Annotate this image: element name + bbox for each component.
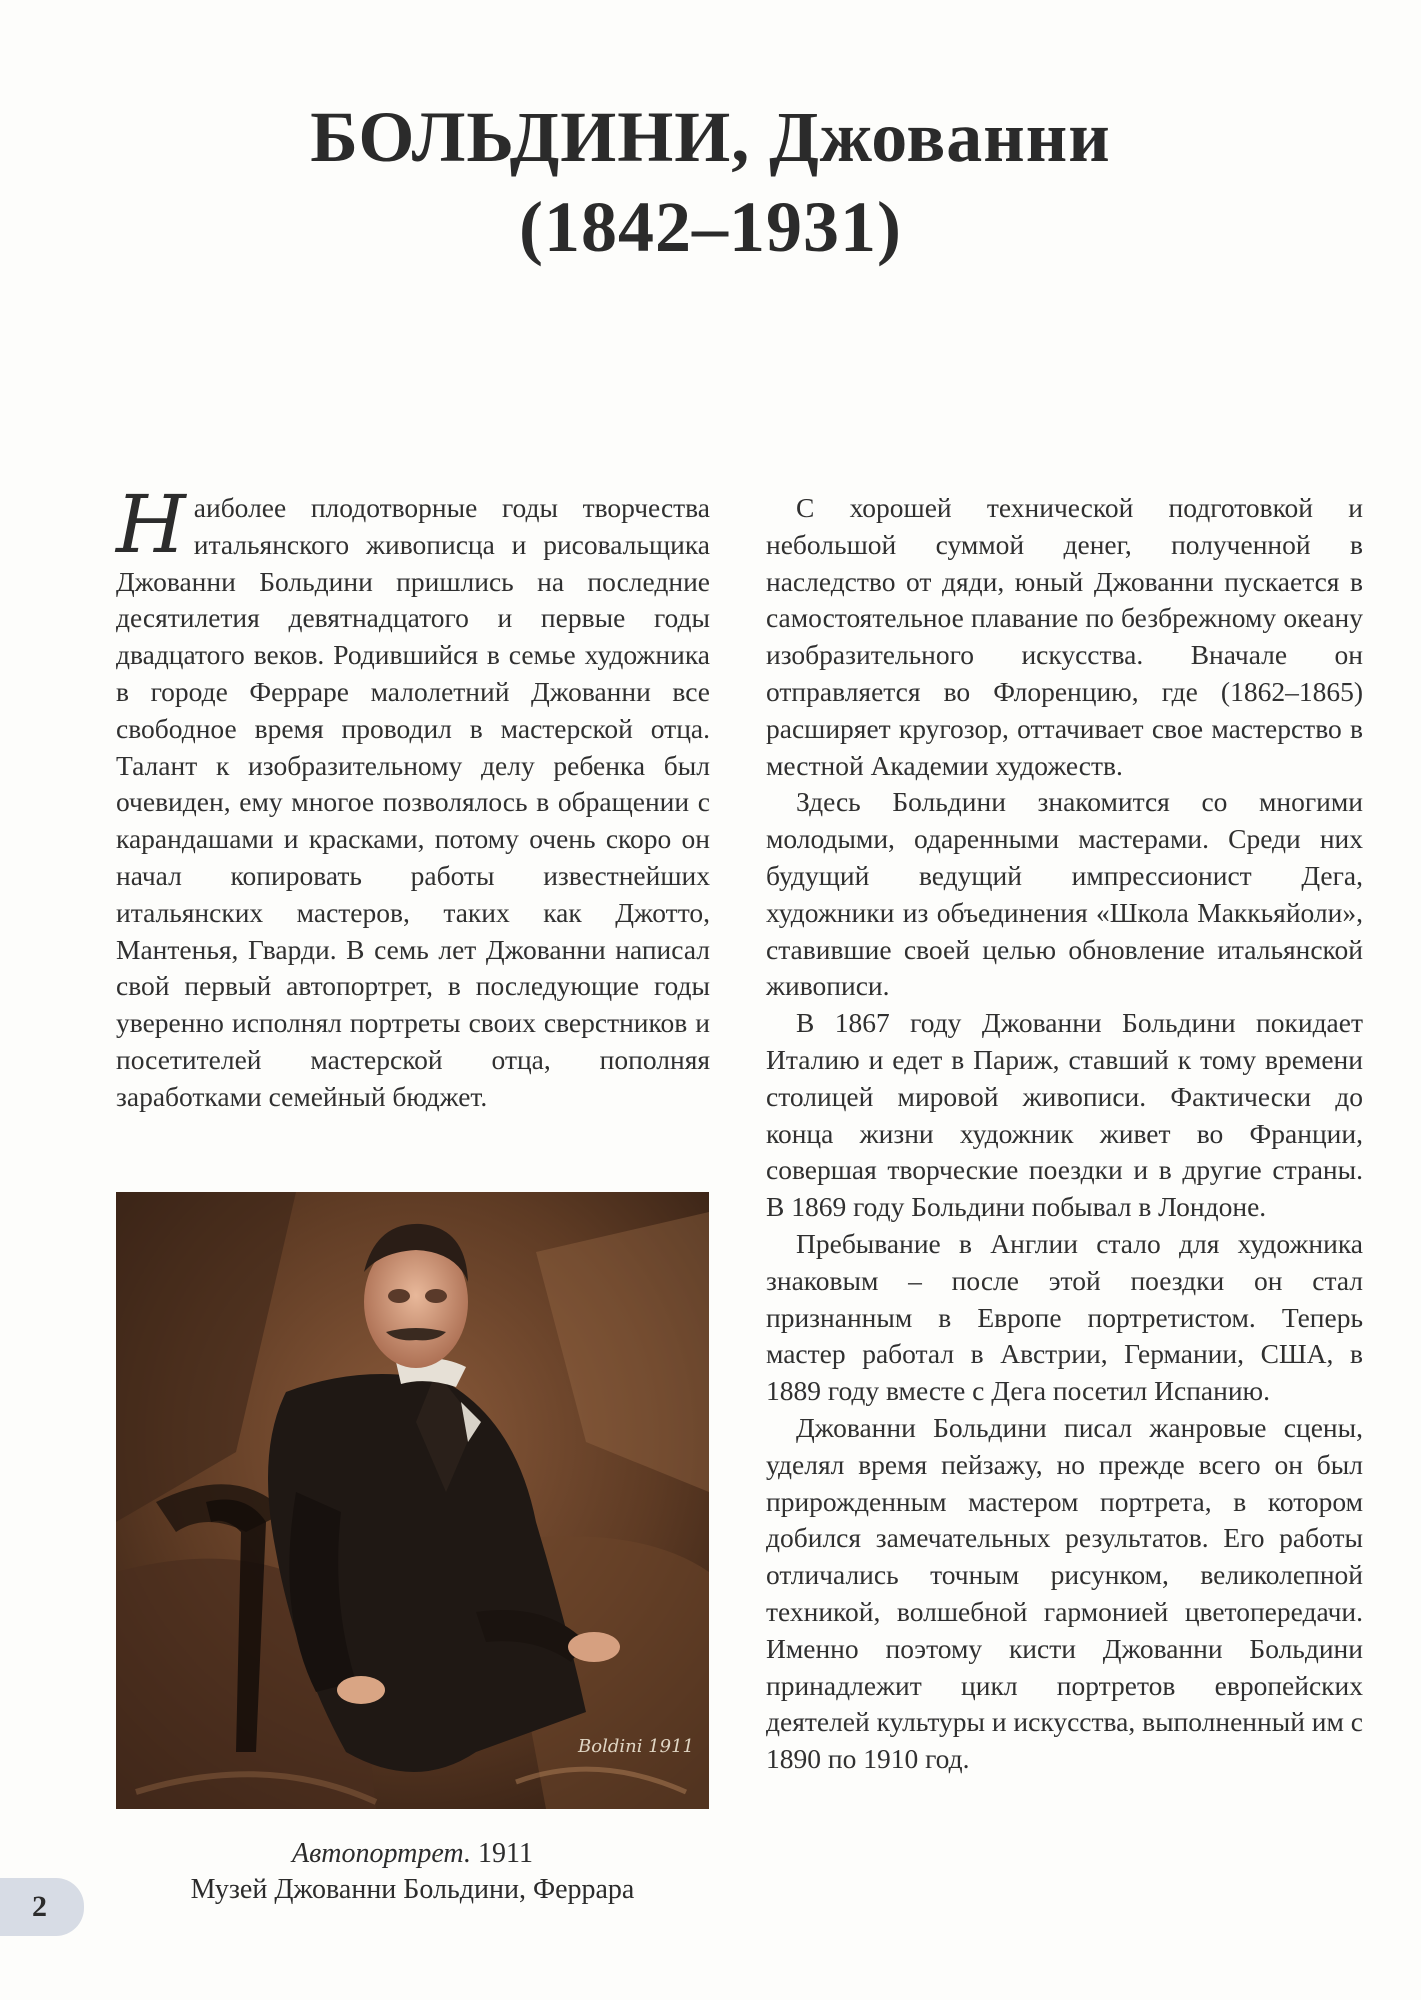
- artist-years: (1842–1931): [519, 187, 902, 267]
- painting-signature: Boldini 1911: [578, 1736, 694, 1757]
- intro-paragraph: [116, 478, 710, 1116]
- painting-caption: [116, 1836, 709, 1908]
- artist-name: БОЛЬДИНИ, Джованни: [310, 97, 1111, 177]
- drop-cap: Н: [116, 478, 186, 571]
- body-paragraph: Джованни Больдини писал жанровые сцены, уделял время пейзажу, но прежде всего он был прирожденным мастером портрета, в котором добился замечательных результатов. Его работы отличались точным рисунком, великолепной техникой, волшебной гармонией цветопередачи. Именно поэтому кисти Джованни Больдини принадлежит цикл портретов европейских деятелей культуры и искусства, выполненный им с 1890 по 1910 год.: [766, 1411, 1363, 1775]
- intro-text: аиболее плодотворные годы творчества итальянского живописца и рисовальщика Джованни Больдини пришлись на последние десятилетия девятнадцатого и первые годы двадцатого веков. Родившийся в семье художника в городе Ферраре малолетний Джованни все свободное время проводил в мастерской отца. Талант к изобразительному делу ребенка был очевиден, ему многое позволялось в обращении с карандашами и красками, потому очень скоро он начал копировать работы известнейших итальянских мастеров, таких как Джотто, Мантенья, Гварди. В семь лет Джованни написал свой первый автопортрет, в последующие годы уверенно исполнял портреты своих сверстников и посетителей мастерской отца, пополняя заработками семейный бюджет.: [116, 492, 710, 1112]
- self-portrait-painting: [116, 1192, 709, 1809]
- caption-title-line: [116, 1836, 709, 1872]
- caption-work: Автопортрет.: [292, 1838, 471, 1869]
- left-column: [116, 478, 710, 1116]
- body-paragraph: Пребывание в Англии стало для художника знаковым – после этой поездки он стал признанным в Европе портретистом. Теперь мастер работал в Австрии, Германии, США, в 1889 году вместе с Дега посетил Испанию.: [766, 1227, 1363, 1407]
- caption-location: Музей Джованни Больдини, Феррара: [190, 1874, 635, 1905]
- page-title: [0, 92, 1421, 272]
- body-paragraph: Здесь Больдини знакомится со многими молодыми, одаренными мастерами. Среди них будущий ведущий импрессионист Дега, художники из объединения «Школа Маккьяйоли», ставившие своей целью обновление итальянской живописи.: [766, 786, 1363, 1002]
- body-paragraph: В 1867 году Джованни Больдини покидает Италию и едет в Париж, ставший к тому времени столицей мировой живописи. Фактически до конца жизни художник живет во Франции, совершая творческие поездки и в другие страны. В 1869 году Больдини побывал в Лондоне.: [766, 1007, 1363, 1223]
- page-number: 2: [32, 1890, 47, 1923]
- right-column: [766, 490, 1363, 1778]
- body-paragraph: С хорошей технической подготовкой и небольшой суммой денег, полученной в наследство от дяди, юный Джованни пускается в самостоятельное плавание по безбрежному океану изобразительного искусства. Вначале он отправляется во Флоренцию, где (1862–1865) расширяет кругозор, оттачивает свое мастерство в местной Академии художеств.: [766, 492, 1363, 781]
- caption-year: 1911: [477, 1838, 533, 1869]
